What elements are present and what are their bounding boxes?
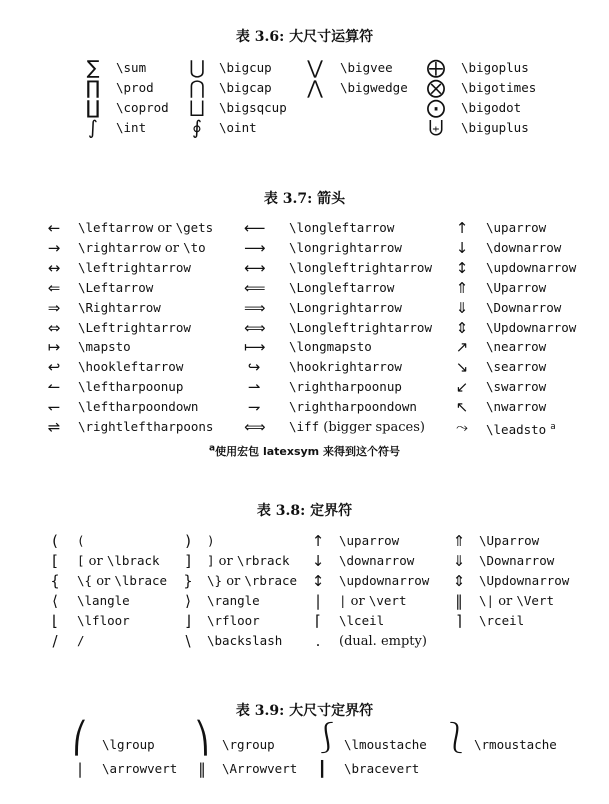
latex-command	[78, 397, 198, 417]
latex-command	[78, 377, 183, 397]
symbol-glyph: ⟼	[244, 338, 266, 357]
latex-command	[344, 735, 427, 755]
command-note: or	[222, 574, 245, 589]
command-name: \rightharpoonup	[289, 379, 402, 395]
latex-command	[207, 531, 215, 551]
latex-command	[77, 591, 130, 611]
command-name: \Updownarrow	[486, 319, 577, 335]
command-name: \bracevert	[344, 761, 420, 776]
command-name: \uparrow	[486, 220, 547, 235]
command-name: \nwarrow	[486, 399, 547, 415]
command-name: \longmapsto	[289, 339, 372, 355]
symbol-glyph: ⇑	[455, 278, 469, 297]
symbol-glyph: ↗	[455, 338, 469, 357]
symbol-glyph: ⇒	[47, 298, 61, 317]
command-name: \hookleftarrow	[78, 359, 184, 375]
latex-command	[461, 118, 529, 138]
latex-command	[219, 118, 257, 138]
table-3-6-caption: 表 3.6: 大尺寸运算符	[235, 29, 374, 45]
symbol-glyph: ↪	[247, 358, 261, 377]
command-name: [	[77, 553, 85, 568]
symbol-glyph: ⇓	[455, 298, 469, 317]
command-name: \leftharpoonup	[78, 379, 184, 395]
symbol-glyph: ∏	[85, 77, 101, 99]
latex-command	[339, 591, 406, 611]
symbol-glyph: ]	[185, 552, 191, 570]
command-name: \bigodot	[461, 100, 522, 115]
symbol-glyph: ↼	[47, 378, 61, 397]
symbol-glyph	[305, 118, 325, 138]
latex-command	[116, 118, 146, 138]
command-name: \lmoustache	[344, 737, 427, 752]
command-alias: \rbrack	[236, 553, 290, 568]
symbol-glyph: ↦	[47, 338, 61, 357]
latex-command	[289, 218, 394, 238]
command-name: \updownarrow	[339, 573, 430, 588]
symbol-glyph: [	[52, 552, 58, 570]
footnote-mark: a	[209, 443, 216, 454]
command-name: \rightharpoondown	[289, 399, 417, 415]
symbol-glyph: ⇑	[452, 532, 466, 550]
latex-command	[289, 417, 425, 437]
command-alias: \lbrack	[106, 553, 160, 568]
command-note: (dual. empty)	[339, 634, 427, 649]
command-name: \rightarrow	[78, 239, 161, 255]
latex-command	[479, 591, 554, 611]
command-name: |	[339, 593, 347, 608]
symbol-glyph: ↓	[455, 238, 469, 257]
latex-command	[77, 571, 167, 591]
command-name: \Leftarrow	[78, 279, 154, 295]
command-name: \bigotimes	[461, 80, 537, 95]
command-name: \longrightarrow	[289, 239, 402, 255]
command-name: \Arrowvert	[222, 761, 298, 776]
symbol-glyph: ⌉	[456, 612, 462, 630]
command-note: or	[214, 554, 237, 569]
symbol-glyph: ⇓	[452, 552, 466, 570]
latex-command	[207, 551, 290, 571]
command-name: \lceil	[339, 613, 385, 628]
command-name: \biguplus	[461, 120, 529, 135]
command-name: \longleftarrow	[289, 220, 395, 235]
latex-command	[77, 531, 85, 551]
latex-command	[102, 759, 177, 779]
symbol-glyph: ∮	[192, 117, 202, 139]
command-name: /	[77, 633, 85, 648]
latex-command	[340, 78, 408, 98]
latex-command	[486, 258, 576, 278]
symbol-glyph	[441, 759, 461, 779]
command-alias: \vert	[368, 593, 407, 608]
command-name: \rfloor	[207, 613, 260, 628]
command-name: \bigwedge	[340, 80, 408, 95]
latex-command	[479, 571, 569, 591]
latex-command	[486, 417, 556, 437]
latex-command	[219, 58, 272, 78]
command-name: \Leftrightarrow	[78, 319, 191, 335]
symbol-glyph: ↘	[455, 358, 469, 377]
table-3-8-caption: 表 3.8: 定界符	[256, 503, 353, 519]
latex-command	[461, 78, 536, 98]
symbol-glyph: ⇕	[455, 318, 469, 337]
symbol-glyph: ↑	[455, 219, 469, 237]
latex-command	[486, 337, 546, 357]
command-name: \rangle	[207, 593, 260, 608]
symbol-glyph: ↓	[311, 552, 325, 570]
latex-command	[116, 78, 154, 98]
symbol-glyph: ←	[47, 219, 61, 237]
command-name: \Longleftarrow	[289, 279, 395, 295]
symbol-glyph: ‖	[198, 760, 206, 778]
latex-command	[78, 278, 153, 298]
command-name: \{	[77, 573, 93, 588]
symbol-glyph: ⇔	[47, 318, 61, 337]
latex-command	[78, 318, 191, 338]
symbol-glyph: |	[77, 760, 83, 778]
symbol-glyph: ⨆	[189, 97, 205, 119]
symbol-glyph: ⎞	[194, 721, 210, 756]
latex-command	[289, 238, 402, 258]
command-name: \bigcup	[219, 60, 272, 75]
latex-command	[339, 611, 384, 631]
latex-command	[461, 58, 529, 78]
command-note: or	[160, 240, 184, 256]
symbol-glyph: ⟶	[244, 238, 266, 257]
latex-command	[339, 631, 427, 651]
latex-command	[461, 98, 521, 118]
latex-command	[289, 318, 432, 338]
latex-command	[77, 631, 85, 651]
symbol-glyph: ⨄	[428, 117, 444, 139]
symbol-glyph	[451, 631, 467, 651]
latex-command	[479, 551, 554, 571]
symbol-glyph: ⇀	[247, 378, 261, 397]
command-name: \sum	[116, 60, 147, 75]
command-name: \}	[207, 573, 223, 588]
command-note: or	[153, 221, 176, 236]
command-name: \rceil	[479, 613, 525, 628]
symbol-glyph: ↽	[47, 398, 61, 417]
latex-command	[207, 591, 260, 611]
symbol-glyph: ↕	[455, 258, 469, 277]
symbol-glyph: ∑	[86, 57, 100, 79]
latex-command	[289, 258, 432, 278]
command-name: \downarrow	[339, 553, 415, 568]
latex-command	[207, 571, 297, 591]
symbol-glyph: ⇐	[47, 278, 61, 297]
symbol-glyph: ⋂	[189, 77, 205, 99]
latex-command	[289, 298, 402, 318]
symbol-glyph: ⋃	[189, 57, 205, 79]
symbol-glyph: ↖	[455, 398, 469, 417]
command-name: \mapsto	[78, 339, 131, 355]
symbol-glyph: ⎛	[72, 721, 88, 756]
command-name: )	[207, 533, 215, 548]
latex-command	[344, 759, 419, 779]
symbol-glyph: ⇕	[452, 572, 466, 590]
command-name: \nearrow	[486, 339, 547, 355]
symbol-glyph: \	[185, 632, 191, 650]
latex-command	[78, 337, 131, 357]
command-note: or	[92, 574, 115, 589]
latex-command	[116, 98, 169, 118]
symbol-glyph: ⇌	[47, 418, 61, 436]
symbol-glyph: ↙	[455, 378, 469, 397]
latex-command	[222, 759, 297, 779]
latex-command	[486, 298, 561, 318]
table-3-7-caption: 表 3.7: 箭头	[263, 191, 346, 207]
command-name: \Longleftrightarrow	[289, 319, 432, 335]
command-name: \arrowvert	[102, 761, 178, 776]
latex-command	[486, 318, 576, 338]
command-name: \downarrow	[486, 239, 562, 255]
latex-command	[219, 78, 272, 98]
symbol-glyph	[305, 98, 325, 118]
latex-command	[289, 377, 402, 397]
command-note: or	[494, 594, 517, 609]
symbol-glyph: ↑	[311, 532, 325, 550]
latex-command	[474, 735, 557, 755]
command-name: \uparrow	[339, 533, 400, 548]
command-name: \|	[479, 593, 495, 608]
latex-command	[479, 611, 524, 631]
command-name: (	[77, 533, 85, 548]
command-alias: \to	[183, 239, 206, 255]
command-name: \rgroup	[222, 737, 275, 752]
command-name: \longleftrightarrow	[289, 259, 432, 275]
symbol-glyph: ⟺	[244, 418, 266, 436]
command-name: \oint	[219, 120, 257, 135]
symbol-glyph: ⤳	[455, 418, 468, 436]
command-alias: \gets	[175, 220, 214, 235]
command-name: \lfloor	[77, 613, 130, 628]
command-name: \rmoustache	[474, 737, 557, 752]
latex-command	[339, 551, 414, 571]
symbol-glyph: ⨁	[426, 57, 446, 79]
latex-command	[78, 298, 161, 318]
command-name: ]	[207, 553, 215, 568]
symbol-glyph: (	[52, 532, 58, 550]
symbol-glyph: ⟵	[244, 219, 266, 237]
command-name: \langle	[77, 593, 130, 608]
symbol-glyph: ┃	[317, 760, 327, 778]
latex-command	[339, 531, 399, 551]
symbol-glyph: ⌋	[185, 612, 191, 630]
latex-command	[78, 258, 191, 278]
latex-command	[486, 377, 546, 397]
latex-command	[78, 417, 213, 437]
symbol-glyph: /	[52, 632, 58, 650]
latex-command	[486, 238, 561, 258]
latex-command	[102, 735, 155, 755]
command-note: or	[346, 594, 369, 609]
command-note: or	[84, 554, 107, 569]
command-name: \Updownarrow	[479, 573, 570, 588]
symbol-glyph: ⎰	[312, 721, 342, 756]
command-name: \leftrightarrow	[78, 259, 191, 275]
latex-command	[486, 397, 546, 417]
symbol-glyph: ⟩	[185, 592, 191, 610]
latex-command	[289, 337, 372, 357]
command-name: \searrow	[486, 359, 547, 375]
command-name: \Longrightarrow	[289, 299, 402, 315]
symbol-glyph: }	[183, 572, 193, 590]
footnote-text: 使用宏包 latexsym 来得到这个符号	[215, 445, 400, 458]
symbol-glyph: ⎱	[441, 721, 471, 756]
symbol-glyph: ∐	[85, 97, 101, 119]
symbol-glyph: ⋁	[307, 57, 323, 79]
symbol-glyph: ↩	[47, 358, 61, 377]
command-name: \hookrightarrow	[289, 359, 402, 375]
latex-command	[77, 551, 160, 571]
latex-command	[479, 531, 539, 551]
symbol-glyph: ⨀	[426, 97, 446, 119]
symbol-glyph: ⟺	[244, 318, 266, 337]
latex-command	[77, 611, 130, 631]
command-name: \Uparrow	[486, 279, 547, 295]
command-name: \int	[116, 120, 147, 135]
latex-command	[486, 278, 546, 298]
symbol-glyph: ⋀	[307, 77, 323, 99]
symbol-glyph: )	[185, 532, 191, 550]
latex-command	[339, 571, 429, 591]
command-name: \backslash	[207, 633, 283, 648]
table-3-9-caption: 表 3.9: 大尺寸定界符	[235, 703, 374, 719]
command-name: \Uparrow	[479, 533, 540, 548]
symbol-glyph: .	[315, 632, 321, 650]
command-name: \lgroup	[102, 737, 155, 752]
latex-command	[219, 98, 287, 118]
latex-command	[340, 58, 393, 78]
command-name: \updownarrow	[486, 259, 577, 275]
footnote-marker: a	[550, 422, 556, 432]
symbol-glyph: →	[47, 238, 61, 257]
latex-command	[289, 397, 417, 417]
command-alias: \lbrace	[114, 573, 168, 588]
latex-command	[78, 357, 183, 377]
command-note: (bigger spaces)	[319, 420, 425, 435]
latex-command	[289, 357, 402, 377]
symbol-glyph: ⟷	[244, 258, 266, 277]
latex-command	[207, 611, 260, 631]
symbol-glyph: ⌈	[315, 612, 321, 630]
command-name: \leftarrow	[78, 220, 154, 235]
symbol-glyph: ⨂	[426, 77, 446, 99]
command-name: \bigcap	[219, 80, 272, 95]
command-alias: \Vert	[516, 593, 555, 608]
symbol-glyph: ‖	[455, 592, 463, 610]
command-name: \bigsqcup	[219, 100, 287, 115]
latex-command	[289, 278, 394, 298]
command-name: \prod	[116, 80, 154, 95]
symbol-glyph: ↔	[47, 258, 61, 277]
command-name: \swarrow	[486, 379, 547, 395]
command-name: \iff	[289, 419, 320, 434]
command-name: \rightleftharpoons	[78, 419, 214, 434]
latex-command	[222, 735, 275, 755]
command-name: \leadsto	[486, 422, 547, 438]
command-name: \bigoplus	[461, 60, 529, 75]
symbol-glyph: ⇁	[247, 398, 261, 417]
command-name: \leftharpoondown	[78, 399, 199, 415]
command-name: \Downarrow	[486, 299, 562, 315]
latex-command	[78, 218, 213, 238]
symbol-glyph: ⟹	[244, 298, 266, 317]
symbol-glyph: ⟸	[244, 278, 266, 297]
symbol-glyph: ⌊	[52, 612, 58, 630]
command-name: \Downarrow	[479, 553, 555, 568]
table-3-7-footnote	[0, 443, 609, 459]
symbol-glyph: {	[50, 572, 60, 590]
command-name: \bigvee	[340, 60, 393, 75]
command-name: \coprod	[116, 100, 169, 115]
latex-command	[78, 238, 206, 258]
latex-command	[486, 357, 546, 377]
symbol-glyph: ↕	[311, 572, 325, 590]
symbol-glyph: ∫	[88, 117, 98, 139]
latex-command	[207, 631, 282, 651]
symbol-glyph: |	[315, 592, 321, 610]
latex-command	[116, 58, 146, 78]
command-alias: \rbrace	[244, 573, 298, 588]
latex-command	[486, 218, 546, 238]
command-name: \Rightarrow	[78, 299, 161, 315]
symbol-glyph: ⟨	[52, 592, 58, 610]
